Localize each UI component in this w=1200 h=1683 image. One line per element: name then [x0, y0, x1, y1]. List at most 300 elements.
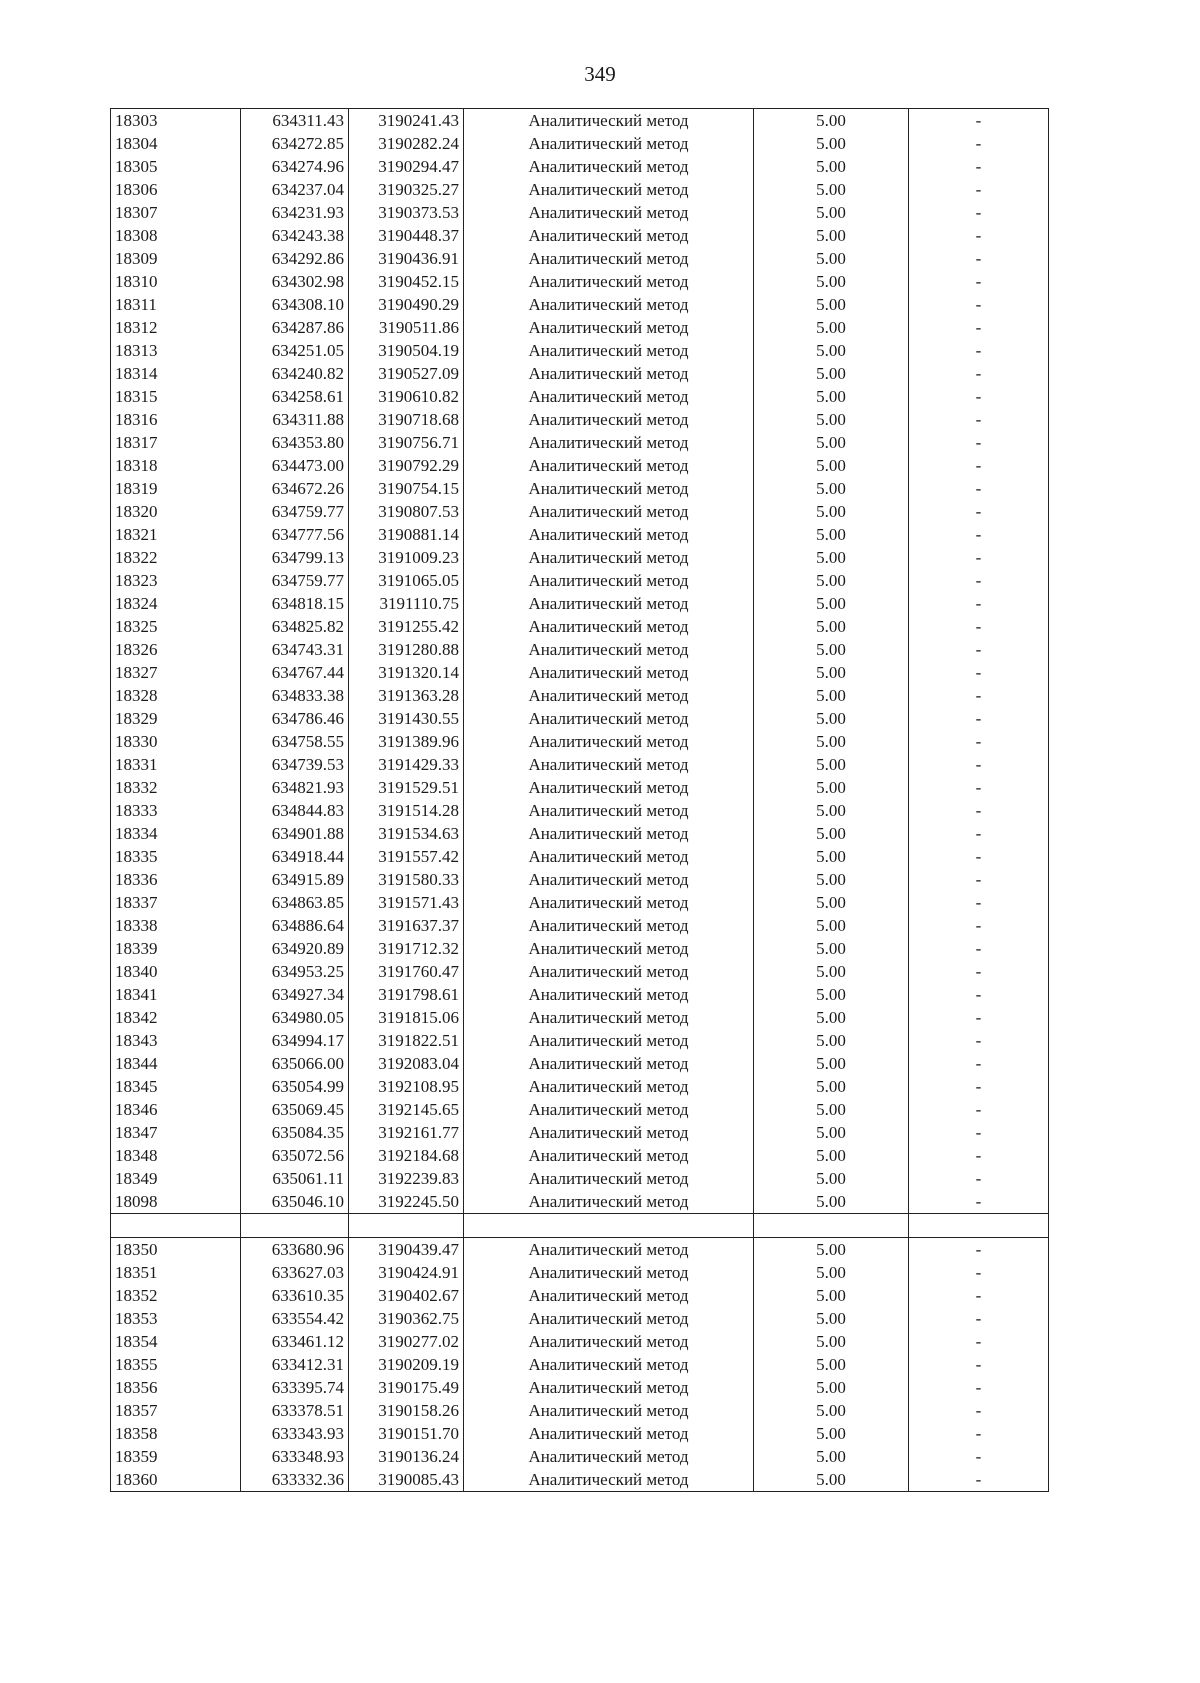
y-coordinate-cell: 3191637.37	[349, 914, 464, 937]
point-id-cell: 18342	[111, 1006, 241, 1029]
accuracy-cell: 5.00	[754, 661, 909, 684]
note-cell: -	[909, 1422, 1049, 1445]
point-id-cell: 18098	[111, 1190, 241, 1214]
x-coordinate-cell: 634980.05	[241, 1006, 349, 1029]
method-cell: Аналитический метод	[464, 753, 754, 776]
method-cell: Аналитический метод	[464, 132, 754, 155]
y-coordinate-cell: 3191065.05	[349, 569, 464, 592]
x-coordinate-cell: 634240.82	[241, 362, 349, 385]
note-cell: -	[909, 684, 1049, 707]
table-row	[111, 1190, 1049, 1214]
table-row	[111, 500, 1049, 523]
note-cell: -	[909, 1445, 1049, 1468]
point-id-cell: 18338	[111, 914, 241, 937]
y-coordinate-cell: 3192239.83	[349, 1167, 464, 1190]
y-coordinate-cell: 3190362.75	[349, 1307, 464, 1330]
note-cell: -	[909, 960, 1049, 983]
y-coordinate-cell: 3191534.63	[349, 822, 464, 845]
point-id-cell: 18351	[111, 1261, 241, 1284]
y-coordinate-cell: 3190610.82	[349, 385, 464, 408]
point-id-cell: 18303	[111, 109, 241, 133]
y-coordinate-cell: 3190325.27	[349, 178, 464, 201]
y-coordinate-cell: 3191110.75	[349, 592, 464, 615]
point-id-cell: 18331	[111, 753, 241, 776]
method-cell: Аналитический метод	[464, 638, 754, 661]
table-row	[111, 1468, 1049, 1492]
accuracy-cell: 5.00	[754, 753, 909, 776]
table-row	[111, 224, 1049, 247]
table-row	[111, 1284, 1049, 1307]
table-row	[111, 845, 1049, 868]
y-coordinate-cell: 3190754.15	[349, 477, 464, 500]
note-cell: -	[909, 914, 1049, 937]
accuracy-cell: 5.00	[754, 868, 909, 891]
accuracy-cell: 5.00	[754, 1376, 909, 1399]
table-row	[111, 914, 1049, 937]
x-coordinate-cell: 635072.56	[241, 1144, 349, 1167]
note-cell: -	[909, 1144, 1049, 1167]
accuracy-cell: 5.00	[754, 1307, 909, 1330]
y-coordinate-cell: 3190792.29	[349, 454, 464, 477]
note-cell: -	[909, 224, 1049, 247]
note-cell: -	[909, 546, 1049, 569]
y-coordinate-cell: 3191009.23	[349, 546, 464, 569]
accuracy-cell: 5.00	[754, 408, 909, 431]
method-cell: Аналитический метод	[464, 385, 754, 408]
point-id-cell: 18358	[111, 1422, 241, 1445]
x-coordinate-cell: 634777.56	[241, 523, 349, 546]
table-row	[111, 983, 1049, 1006]
point-id-cell: 18332	[111, 776, 241, 799]
point-id-cell: 18313	[111, 339, 241, 362]
method-cell: Аналитический метод	[464, 1261, 754, 1284]
note-cell: -	[909, 477, 1049, 500]
x-coordinate-cell: 633680.96	[241, 1238, 349, 1262]
method-cell: Аналитический метод	[464, 500, 754, 523]
note-cell: -	[909, 109, 1049, 133]
accuracy-cell: 5.00	[754, 1468, 909, 1492]
note-cell: -	[909, 1075, 1049, 1098]
y-coordinate-cell: 3191529.51	[349, 776, 464, 799]
point-id-cell: 18336	[111, 868, 241, 891]
note-cell: -	[909, 1399, 1049, 1422]
y-coordinate-cell: 3191815.06	[349, 1006, 464, 1029]
method-cell: Аналитический метод	[464, 891, 754, 914]
x-coordinate-cell: 634844.83	[241, 799, 349, 822]
y-coordinate-cell: 3191363.28	[349, 684, 464, 707]
table-row	[111, 684, 1049, 707]
x-coordinate-cell: 634243.38	[241, 224, 349, 247]
x-coordinate-cell: 634311.43	[241, 109, 349, 133]
x-coordinate-cell: 634799.13	[241, 546, 349, 569]
x-coordinate-cell: 634825.82	[241, 615, 349, 638]
table-row	[111, 339, 1049, 362]
note-cell: -	[909, 799, 1049, 822]
table-row	[111, 132, 1049, 155]
point-id-cell: 18308	[111, 224, 241, 247]
method-cell: Аналитический метод	[464, 155, 754, 178]
method-cell: Аналитический метод	[464, 776, 754, 799]
method-cell: Аналитический метод	[464, 339, 754, 362]
note-cell: -	[909, 638, 1049, 661]
table-row	[111, 178, 1049, 201]
point-id-cell: 18355	[111, 1353, 241, 1376]
note-cell: -	[909, 454, 1049, 477]
table-row	[111, 822, 1049, 845]
point-id-cell: 18349	[111, 1167, 241, 1190]
method-cell: Аналитический метод	[464, 454, 754, 477]
note-cell: -	[909, 891, 1049, 914]
table-row	[111, 454, 1049, 477]
method-cell: Аналитический метод	[464, 1075, 754, 1098]
note-cell: -	[909, 707, 1049, 730]
point-id-cell: 18320	[111, 500, 241, 523]
x-coordinate-cell: 634231.93	[241, 201, 349, 224]
y-coordinate-cell: 3190085.43	[349, 1468, 464, 1492]
point-id-cell: 18346	[111, 1098, 241, 1121]
x-coordinate-cell: 634786.46	[241, 707, 349, 730]
point-id-cell: 18352	[111, 1284, 241, 1307]
note-cell: -	[909, 868, 1049, 891]
y-coordinate-cell: 3190756.71	[349, 431, 464, 454]
x-coordinate-cell: 633412.31	[241, 1353, 349, 1376]
accuracy-cell: 5.00	[754, 431, 909, 454]
y-coordinate-cell: 3191255.42	[349, 615, 464, 638]
x-coordinate-cell: 633348.93	[241, 1445, 349, 1468]
accuracy-cell: 5.00	[754, 339, 909, 362]
table-row	[111, 1238, 1049, 1262]
y-coordinate-cell: 3192184.68	[349, 1144, 464, 1167]
method-cell: Аналитический метод	[464, 615, 754, 638]
table-row	[111, 1075, 1049, 1098]
y-coordinate-cell: 3191389.96	[349, 730, 464, 753]
x-coordinate-cell: 633378.51	[241, 1399, 349, 1422]
note-cell: -	[909, 362, 1049, 385]
x-coordinate-cell: 634311.88	[241, 408, 349, 431]
y-coordinate-cell: 3191798.61	[349, 983, 464, 1006]
note-cell: -	[909, 155, 1049, 178]
table-row	[111, 707, 1049, 730]
method-cell: Аналитический метод	[464, 523, 754, 546]
x-coordinate-cell: 633554.42	[241, 1307, 349, 1330]
accuracy-cell: 5.00	[754, 1167, 909, 1190]
y-coordinate-cell: 3191557.42	[349, 845, 464, 868]
table-row	[111, 799, 1049, 822]
x-coordinate-cell: 634353.80	[241, 431, 349, 454]
accuracy-cell: 5.00	[754, 500, 909, 523]
accuracy-cell: 5.00	[754, 132, 909, 155]
y-coordinate-cell: 3190241.43	[349, 109, 464, 133]
point-id-cell: 18341	[111, 983, 241, 1006]
accuracy-cell: 5.00	[754, 776, 909, 799]
x-coordinate-cell: 633627.03	[241, 1261, 349, 1284]
table-row	[111, 891, 1049, 914]
accuracy-cell: 5.00	[754, 615, 909, 638]
note-cell: -	[909, 753, 1049, 776]
x-coordinate-cell: 634863.85	[241, 891, 349, 914]
table-row	[111, 109, 1049, 133]
point-id-cell	[111, 1214, 241, 1238]
table-row	[111, 569, 1049, 592]
accuracy-cell: 5.00	[754, 1052, 909, 1075]
accuracy-cell: 5.00	[754, 1422, 909, 1445]
note-cell: -	[909, 500, 1049, 523]
accuracy-cell: 5.00	[754, 385, 909, 408]
x-coordinate-cell: 634237.04	[241, 178, 349, 201]
table-row	[111, 293, 1049, 316]
accuracy-cell: 5.00	[754, 983, 909, 1006]
note-cell: -	[909, 1284, 1049, 1307]
method-cell: Аналитический метод	[464, 270, 754, 293]
accuracy-cell: 5.00	[754, 523, 909, 546]
point-id-cell: 18314	[111, 362, 241, 385]
x-coordinate-cell: 634920.89	[241, 937, 349, 960]
accuracy-cell: 5.00	[754, 799, 909, 822]
x-coordinate-cell: 634274.96	[241, 155, 349, 178]
method-cell: Аналитический метод	[464, 569, 754, 592]
table-row	[111, 661, 1049, 684]
note-cell: -	[909, 431, 1049, 454]
note-cell: -	[909, 1121, 1049, 1144]
note-cell: -	[909, 1376, 1049, 1399]
x-coordinate-cell: 634251.05	[241, 339, 349, 362]
method-cell: Аналитический метод	[464, 1445, 754, 1468]
point-id-cell: 18324	[111, 592, 241, 615]
x-coordinate-cell: 633395.74	[241, 1376, 349, 1399]
y-coordinate-cell: 3192161.77	[349, 1121, 464, 1144]
method-cell: Аналитический метод	[464, 431, 754, 454]
method-cell: Аналитический метод	[464, 661, 754, 684]
x-coordinate-cell: 634272.85	[241, 132, 349, 155]
y-coordinate-cell: 3191514.28	[349, 799, 464, 822]
table-row	[111, 201, 1049, 224]
point-id-cell: 18321	[111, 523, 241, 546]
point-id-cell: 18329	[111, 707, 241, 730]
method-cell: Аналитический метод	[464, 1468, 754, 1492]
point-id-cell: 18360	[111, 1468, 241, 1492]
note-cell: -	[909, 569, 1049, 592]
method-cell: Аналитический метод	[464, 684, 754, 707]
point-id-cell: 18359	[111, 1445, 241, 1468]
x-coordinate-cell: 634302.98	[241, 270, 349, 293]
note-cell: -	[909, 1307, 1049, 1330]
point-id-cell: 18343	[111, 1029, 241, 1052]
point-id-cell: 18337	[111, 891, 241, 914]
note-cell: -	[909, 1190, 1049, 1214]
note-cell: -	[909, 730, 1049, 753]
note-cell: -	[909, 339, 1049, 362]
method-cell: Аналитический метод	[464, 408, 754, 431]
accuracy-cell: 5.00	[754, 960, 909, 983]
table-row	[111, 1261, 1049, 1284]
method-cell: Аналитический метод	[464, 362, 754, 385]
table-row	[111, 1353, 1049, 1376]
accuracy-cell: 5.00	[754, 569, 909, 592]
coordinates-table	[110, 108, 1049, 1492]
note-cell: -	[909, 132, 1049, 155]
method-cell: Аналитический метод	[464, 1238, 754, 1262]
method-cell: Аналитический метод	[464, 1006, 754, 1029]
accuracy-cell: 5.00	[754, 247, 909, 270]
method-cell: Аналитический метод	[464, 224, 754, 247]
accuracy-cell: 5.00	[754, 822, 909, 845]
table-row	[111, 1029, 1049, 1052]
x-coordinate-cell: 634953.25	[241, 960, 349, 983]
y-coordinate-cell: 3191822.51	[349, 1029, 464, 1052]
point-id-cell: 18353	[111, 1307, 241, 1330]
note-cell: -	[909, 983, 1049, 1006]
note-cell: -	[909, 201, 1049, 224]
y-coordinate-cell: 3190209.19	[349, 1353, 464, 1376]
y-coordinate-cell: 3190294.47	[349, 155, 464, 178]
method-cell: Аналитический метод	[464, 316, 754, 339]
table-row	[111, 1376, 1049, 1399]
note-cell: -	[909, 408, 1049, 431]
x-coordinate-cell: 634287.86	[241, 316, 349, 339]
accuracy-cell: 5.00	[754, 1330, 909, 1353]
y-coordinate-cell: 3190436.91	[349, 247, 464, 270]
point-id-cell: 18323	[111, 569, 241, 592]
table-row	[111, 1399, 1049, 1422]
method-cell: Аналитический метод	[464, 960, 754, 983]
x-coordinate-cell: 634758.55	[241, 730, 349, 753]
x-coordinate-cell: 635061.11	[241, 1167, 349, 1190]
point-id-cell: 18344	[111, 1052, 241, 1075]
accuracy-cell: 5.00	[754, 1261, 909, 1284]
method-cell: Аналитический метод	[464, 914, 754, 937]
y-coordinate-cell: 3190448.37	[349, 224, 464, 247]
y-coordinate-cell: 3191429.33	[349, 753, 464, 776]
note-cell: -	[909, 1468, 1049, 1492]
note-cell: -	[909, 661, 1049, 684]
accuracy-cell: 5.00	[754, 1144, 909, 1167]
x-coordinate-cell: 634308.10	[241, 293, 349, 316]
table-row	[111, 477, 1049, 500]
note-cell: -	[909, 592, 1049, 615]
method-cell: Аналитический метод	[464, 592, 754, 615]
table-row	[111, 385, 1049, 408]
y-coordinate-cell: 3191320.14	[349, 661, 464, 684]
point-id-cell: 18322	[111, 546, 241, 569]
table-row	[111, 408, 1049, 431]
point-id-cell: 18312	[111, 316, 241, 339]
point-id-cell: 18347	[111, 1121, 241, 1144]
table-row	[111, 730, 1049, 753]
note-cell: -	[909, 1098, 1049, 1121]
point-id-cell: 18316	[111, 408, 241, 431]
y-coordinate-cell: 3190158.26	[349, 1399, 464, 1422]
y-coordinate-cell: 3191280.88	[349, 638, 464, 661]
x-coordinate-cell: 634994.17	[241, 1029, 349, 1052]
y-coordinate-cell: 3190504.19	[349, 339, 464, 362]
y-coordinate-cell: 3190527.09	[349, 362, 464, 385]
x-coordinate-cell: 635046.10	[241, 1190, 349, 1214]
point-id-cell: 18325	[111, 615, 241, 638]
x-coordinate-cell: 634886.64	[241, 914, 349, 937]
note-cell: -	[909, 1261, 1049, 1284]
method-cell: Аналитический метод	[464, 730, 754, 753]
method-cell: Аналитический метод	[464, 1167, 754, 1190]
point-id-cell: 18306	[111, 178, 241, 201]
table-row	[111, 937, 1049, 960]
point-id-cell: 18318	[111, 454, 241, 477]
method-cell: Аналитический метод	[464, 1121, 754, 1144]
accuracy-cell: 5.00	[754, 914, 909, 937]
point-id-cell: 18340	[111, 960, 241, 983]
accuracy-cell: 5.00	[754, 592, 909, 615]
x-coordinate-cell: 634821.93	[241, 776, 349, 799]
x-coordinate-cell: 635084.35	[241, 1121, 349, 1144]
point-id-cell: 18305	[111, 155, 241, 178]
table-row	[111, 592, 1049, 615]
note-cell: -	[909, 1167, 1049, 1190]
y-coordinate-cell: 3190424.91	[349, 1261, 464, 1284]
x-coordinate-cell: 634818.15	[241, 592, 349, 615]
note-cell: -	[909, 1006, 1049, 1029]
method-cell: Аналитический метод	[464, 1284, 754, 1307]
accuracy-cell: 5.00	[754, 155, 909, 178]
y-coordinate-cell: 3190175.49	[349, 1376, 464, 1399]
x-coordinate-cell	[241, 1214, 349, 1238]
table-row	[111, 1167, 1049, 1190]
table-row	[111, 776, 1049, 799]
x-coordinate-cell: 634927.34	[241, 983, 349, 1006]
x-coordinate-cell: 634473.00	[241, 454, 349, 477]
method-cell: Аналитический метод	[464, 822, 754, 845]
method-cell: Аналитический метод	[464, 1353, 754, 1376]
accuracy-cell: 5.00	[754, 1029, 909, 1052]
accuracy-cell: 5.00	[754, 638, 909, 661]
accuracy-cell: 5.00	[754, 937, 909, 960]
accuracy-cell: 5.00	[754, 316, 909, 339]
accuracy-cell: 5.00	[754, 1399, 909, 1422]
y-coordinate-cell: 3191712.32	[349, 937, 464, 960]
method-cell: Аналитический метод	[464, 247, 754, 270]
y-coordinate-cell: 3190439.47	[349, 1238, 464, 1262]
y-coordinate-cell: 3192245.50	[349, 1190, 464, 1214]
method-cell: Аналитический метод	[464, 1307, 754, 1330]
note-cell: -	[909, 270, 1049, 293]
note-cell: -	[909, 615, 1049, 638]
point-id-cell: 18330	[111, 730, 241, 753]
x-coordinate-cell: 634743.31	[241, 638, 349, 661]
table-row	[111, 270, 1049, 293]
note-cell: -	[909, 247, 1049, 270]
y-coordinate-cell: 3190881.14	[349, 523, 464, 546]
accuracy-cell: 5.00	[754, 684, 909, 707]
point-id-cell: 18317	[111, 431, 241, 454]
table-row	[111, 753, 1049, 776]
y-coordinate-cell: 3190402.67	[349, 1284, 464, 1307]
point-id-cell: 18309	[111, 247, 241, 270]
point-id-cell: 18307	[111, 201, 241, 224]
table-row	[111, 868, 1049, 891]
table-row	[111, 1052, 1049, 1075]
point-id-cell: 18327	[111, 661, 241, 684]
method-cell: Аналитический метод	[464, 1098, 754, 1121]
accuracy-cell: 5.00	[754, 1445, 909, 1468]
table-row	[111, 1098, 1049, 1121]
table-body	[111, 109, 1049, 1492]
note-cell: -	[909, 937, 1049, 960]
accuracy-cell: 5.00	[754, 201, 909, 224]
method-cell: Аналитический метод	[464, 1376, 754, 1399]
table-row	[111, 546, 1049, 569]
point-id-cell: 18304	[111, 132, 241, 155]
accuracy-cell: 5.00	[754, 730, 909, 753]
y-coordinate-cell: 3192145.65	[349, 1098, 464, 1121]
method-cell: Аналитический метод	[464, 707, 754, 730]
